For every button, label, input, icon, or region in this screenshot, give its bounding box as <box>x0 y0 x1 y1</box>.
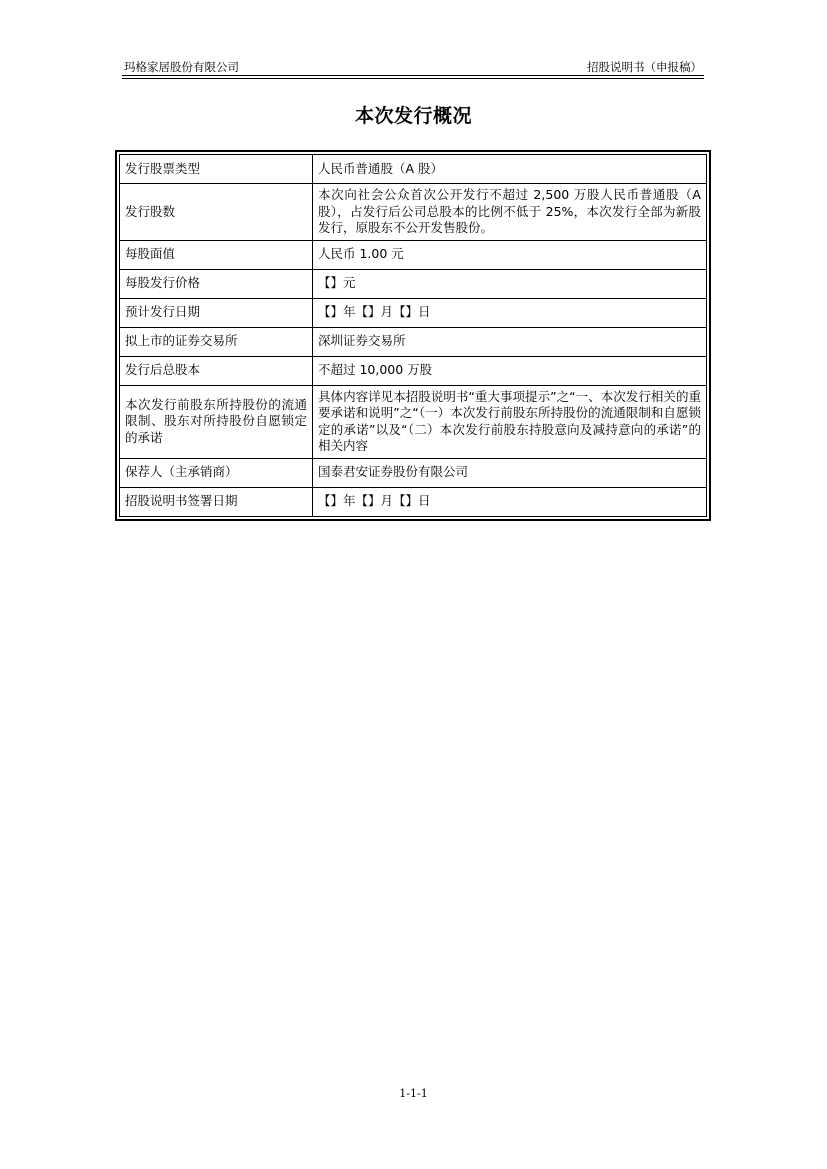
document-type: 招股说明书（申报稿） <box>587 60 702 74</box>
row-value: 本次向社会公众首次公开发行不超过 2,500 万股人民币普通股（A 股），占发行后公司总股本的比例不低于 25%，本次发行全部为新股发行，原股东不公开发售股份。 <box>313 184 707 241</box>
row-label: 本次发行前股东所持股份的流通限制、股东对所持股份自愿锁定的承诺 <box>120 385 313 458</box>
row-value: 国泰君安证券股份有限公司 <box>313 458 707 487</box>
row-label: 每股发行价格 <box>120 269 313 298</box>
row-value: 人民币普通股（A 股） <box>313 155 707 184</box>
row-value: 【】元 <box>313 269 707 298</box>
row-value: 具体内容详见本招股说明书“重大事项提示”之“一、本次发行相关的重要承诺和说明”之“（一）本次发行前股东所持股份的流通限制和自愿锁定的承诺”以及“（二）本次发行前股东持股意向及减持意向的承诺”的相关内容 <box>313 385 707 458</box>
row-label: 预计发行日期 <box>120 298 313 327</box>
table-row <box>120 298 707 327</box>
header-rule <box>122 75 704 79</box>
table-row <box>120 184 707 241</box>
row-label: 招股说明书签署日期 <box>120 487 313 516</box>
table-row <box>120 487 707 516</box>
table-row <box>120 385 707 458</box>
row-label: 每股面值 <box>120 240 313 269</box>
table-row <box>120 458 707 487</box>
offering-overview-table <box>115 150 711 521</box>
row-label: 拟上市的证券交易所 <box>120 327 313 356</box>
table-row <box>120 269 707 298</box>
table-row <box>120 155 707 184</box>
row-label: 发行股票类型 <box>120 155 313 184</box>
row-label: 发行后总股本 <box>120 356 313 385</box>
page-number: 1-1-1 <box>399 1087 428 1100</box>
row-value: 不超过 10,000 万股 <box>313 356 707 385</box>
company-name: 玛格家居股份有限公司 <box>124 60 239 74</box>
row-label: 发行股数 <box>120 184 313 241</box>
row-value: 【】年【】月【】日 <box>313 487 707 516</box>
table-row <box>120 327 707 356</box>
page-title: 本次发行概况 <box>354 105 472 127</box>
row-value: 【】年【】月【】日 <box>313 298 707 327</box>
table-row <box>120 240 707 269</box>
page-header <box>122 58 704 76</box>
row-value: 深圳证券交易所 <box>313 327 707 356</box>
row-label: 保荐人（主承销商） <box>120 458 313 487</box>
table-row <box>120 356 707 385</box>
row-value: 人民币 1.00 元 <box>313 240 707 269</box>
